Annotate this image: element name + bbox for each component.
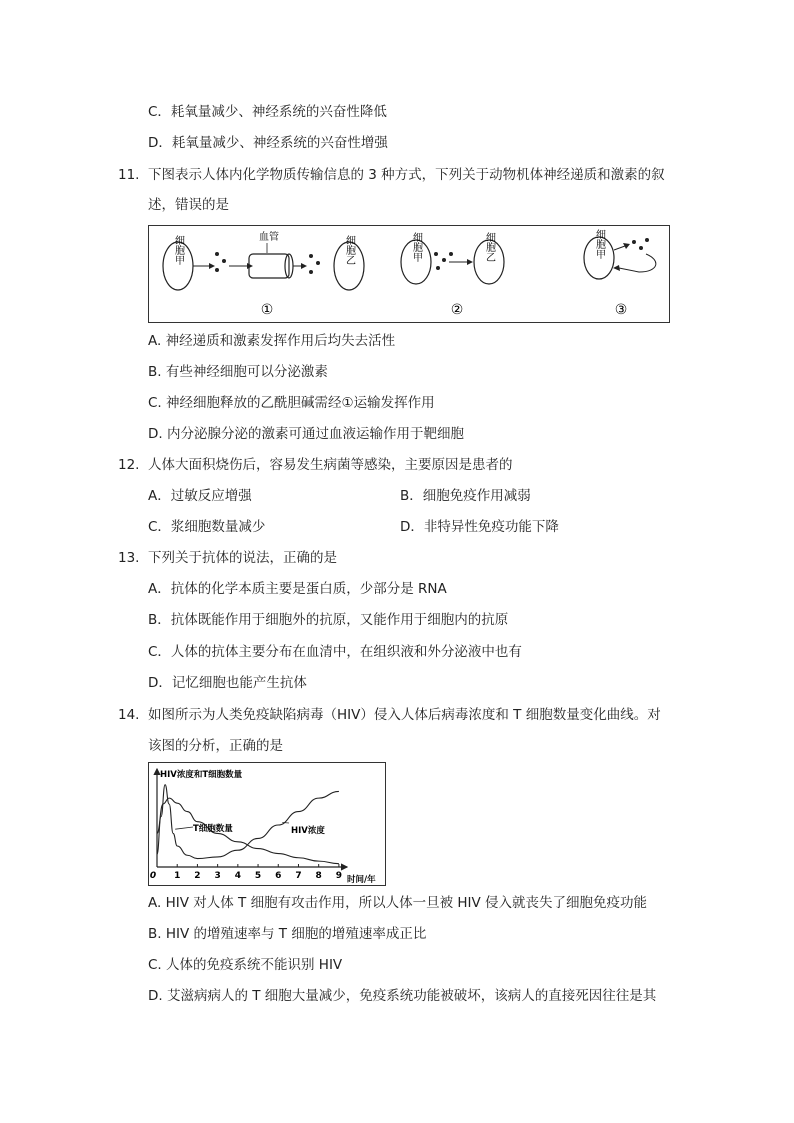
q13-number: 13. <box>118 550 140 566</box>
y-axis-label: HIV浓度和T细胞数量 <box>160 770 243 780</box>
q14-option-a: A. HIV 对人体 T 细胞有攻击作用，所以人体一旦被 HIV 侵入就丧失了细胞免疫功能 <box>148 895 648 911</box>
hiv-chart-svg <box>149 763 385 885</box>
t-cell-label: T细胞数量 <box>193 824 233 834</box>
q12-option-c: C．浆细胞数量减少 <box>148 519 266 535</box>
q14-option-b: B. HIV 的增殖速率与 T 细胞的增殖速率成正比 <box>148 926 427 942</box>
q13-option-d: D．记忆细胞也能产生抗体 <box>148 675 307 691</box>
q12-option-d: D．非特异性免疫功能下降 <box>400 519 559 535</box>
q14-stem-line1: 如图所示为人类免疫缺陷病毒（HIV）侵入人体后病毒浓度和 T 细胞数量变化曲线。对 <box>148 707 661 723</box>
q11-option-b: B. 有些神经细胞可以分泌激素 <box>148 364 328 380</box>
molecule <box>309 270 313 274</box>
mode3-arrowhead-return <box>613 265 620 271</box>
q11-option-d: D. 内分泌腺分泌的激素可通过血液运输作用于靶细胞 <box>148 426 464 442</box>
series-lines <box>157 785 339 864</box>
q10-option-d: D．耗氧量减少、神经系统的兴奋性增强 <box>148 135 388 151</box>
q14-option-c: C. 人体的免疫系统不能识别 HIV <box>148 957 343 973</box>
molecule <box>222 259 226 263</box>
molecule <box>449 252 453 256</box>
x-tick-label: 4 <box>234 871 241 881</box>
mode2-cell-yi-label: 细胞乙 <box>483 232 495 262</box>
molecule <box>215 268 219 272</box>
q13-option-b: B．抗体既能作用于细胞外的抗原，又能作用于细胞内的抗原 <box>148 612 509 628</box>
q14-option-d: D. 艾滋病病人的 T 细胞大量减少，免疫系统功能被破坏，该病人的直接死因往往是其 <box>148 988 657 1004</box>
x-tick-label: 9 <box>335 871 343 881</box>
q14-number: 14. <box>118 707 140 723</box>
mode3-arrow-out <box>614 246 625 250</box>
molecule <box>442 258 446 262</box>
q13-option-c: C．人体的抗体主要分布在血清中，在组织液和外分泌液中也有 <box>148 644 522 660</box>
q12-stem: 人体大面积烧伤后，容易发生病菌等感染，主要原因是患者的 <box>148 457 513 473</box>
q10-option-c: C．耗氧量减少、神经系统的兴奋性降低 <box>148 104 387 120</box>
x-tick-label: 1 <box>174 871 181 881</box>
q11-number: 11. <box>118 167 140 183</box>
mode1-arrowhead3 <box>301 263 307 269</box>
hiv-label-leader <box>282 822 289 823</box>
molecule <box>436 266 440 270</box>
q12-option-b: B．细胞免疫作用减弱 <box>400 488 531 504</box>
x-axis-label: 时间/年 <box>347 875 376 885</box>
q14-stem-line2: 该图的分析，正确的是 <box>148 738 283 754</box>
q11-figure <box>148 225 670 323</box>
molecule <box>309 254 313 258</box>
x-tick-label: 3 <box>214 871 221 881</box>
x-tick-label: 2 <box>194 871 201 881</box>
q13-stem: 下列关于抗体的说法，正确的是 <box>148 550 337 566</box>
molecule <box>645 238 649 242</box>
mode2-cell-jia-label: 细胞甲 <box>410 232 422 262</box>
mode1-cell-yi-label: 细胞乙 <box>343 235 355 265</box>
x-tick-label: 8 <box>315 871 322 881</box>
q11-option-c: C. 神经细胞释放的乙酰胆碱需经①运输发挥作用 <box>148 395 435 411</box>
q11-figure-svg <box>149 226 669 322</box>
mode3-number: ③ <box>614 302 628 318</box>
molecule <box>632 240 636 244</box>
x-tick-label: 0 <box>149 871 157 881</box>
q11-stem-line1: 下图表示人体内化学物质传输信息的 3 种方式，下列关于动物机体神经递质和激素的叙 <box>148 167 665 183</box>
blood-vessel-label: 血管 <box>259 232 279 243</box>
q11-stem-line2: 述，错误的是 <box>148 197 229 213</box>
q11-option-a: A. 神经递质和激素发挥作用后均失去活性 <box>148 333 396 349</box>
q13-option-a: A．抗体的化学本质主要是蛋白质，少部分是 RNA <box>148 581 447 597</box>
molecule <box>639 246 643 250</box>
mode1-arrowhead1 <box>209 263 215 269</box>
blood-vessel <box>249 254 289 278</box>
x-tick-label: 6 <box>275 871 282 881</box>
t-cell-label-leader <box>175 827 193 829</box>
mode2-number: ② <box>450 302 464 318</box>
q12-option-a: A．过敏反应增强 <box>148 488 252 504</box>
mode1-arrowhead2 <box>247 263 253 269</box>
q12-number: 12. <box>118 457 140 473</box>
hiv-concentration-curve <box>157 785 339 859</box>
q14-chart <box>148 762 386 886</box>
hiv-label: HIV浓度 <box>291 826 325 836</box>
x-tick-label: 5 <box>254 871 262 881</box>
molecule <box>316 261 320 265</box>
mode1-cell-jia-label: 细胞甲 <box>172 235 184 265</box>
mode3-cell-jia-label: 细胞甲 <box>593 229 605 259</box>
series-labels <box>175 822 325 836</box>
x-tick-label: 7 <box>295 871 302 881</box>
mode3-return-path <box>619 254 656 272</box>
mode1-number: ① <box>260 302 274 318</box>
molecule <box>215 252 219 256</box>
molecule <box>434 252 438 256</box>
mode2-arrowhead <box>467 259 473 265</box>
